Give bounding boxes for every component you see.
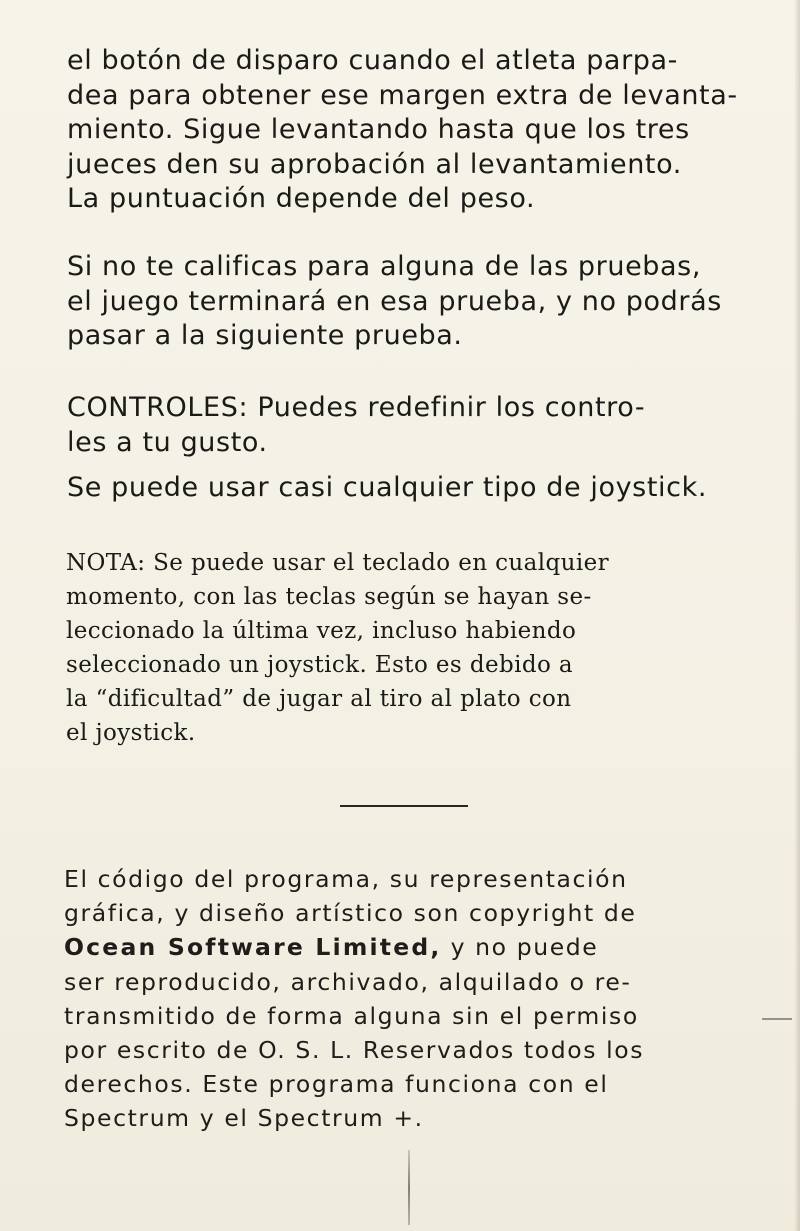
text-line: leccionado la última vez, incluso habiendo — [66, 618, 577, 644]
paragraph-joystick — [67, 471, 757, 506]
text-line-rest: y no puede — [441, 933, 599, 962]
text-line: por escrito de O. S. L. Reservados todos los — [64, 1036, 645, 1065]
text-line: miento. Sigue levantando hasta que los tres — [67, 114, 690, 145]
text-line: CONTROLES: Puedes redefinir los contro- — [67, 392, 646, 423]
text-line: jueces den su aprobación al levantamiento. — [67, 148, 682, 180]
text-line: la “dificultad” de jugar al tiro al plato con — [66, 686, 572, 712]
text-line — [64, 930, 754, 964]
text-line: dea para obtener ese margen extra de levanta- — [67, 79, 738, 111]
text-line: el juego terminará en esa prueba, y no podrás — [67, 285, 722, 317]
text-line: transmitido de forma alguna sin el permiso — [64, 1001, 639, 1030]
company-name: Ocean Software Limited, — [64, 933, 442, 962]
text-line: ser reproducido, archivado, alquilado o re- — [64, 967, 632, 996]
text-line: seleccionado un joystick. Esto es debido a — [66, 652, 574, 678]
text-line: gráfica, y diseño artístico son copyright de — [64, 899, 637, 928]
paragraph-nota — [66, 546, 756, 750]
paragraph-controls — [67, 391, 757, 460]
page-edge-shadow — [794, 0, 800, 1231]
text-line: momento, con las teclas según se hayan se- — [66, 584, 592, 610]
text-line: derechos. Este programa funciona con el — [64, 1070, 609, 1099]
text-line: el joystick. — [66, 720, 196, 746]
paragraph-weightlifting — [67, 44, 757, 217]
paragraph-qualify — [67, 250, 757, 354]
text-line: El código del programa, su representación — [64, 865, 628, 893]
text-line: el botón de disparo cuando el atleta parpa- — [67, 45, 679, 76]
text-line: Si no te calificas para alguna de las pruebas, — [67, 251, 702, 282]
section-divider — [340, 805, 468, 807]
fold-mark — [408, 1150, 410, 1225]
text-line: Se puede usar casi cualquier tipo de joystick. — [67, 472, 708, 503]
text-line: les a tu gusto. — [67, 426, 268, 458]
text-line: NOTA: Se puede usar el teclado en cualquier — [66, 550, 609, 576]
text-line: Spectrum y el Spectrum +. — [64, 1104, 424, 1133]
margin-mark — [762, 1018, 792, 1020]
copyright-notice — [64, 862, 754, 1136]
text-line: La puntuación depende del peso. — [67, 183, 536, 214]
text-line: pasar a la siguiente prueba. — [67, 320, 463, 351]
